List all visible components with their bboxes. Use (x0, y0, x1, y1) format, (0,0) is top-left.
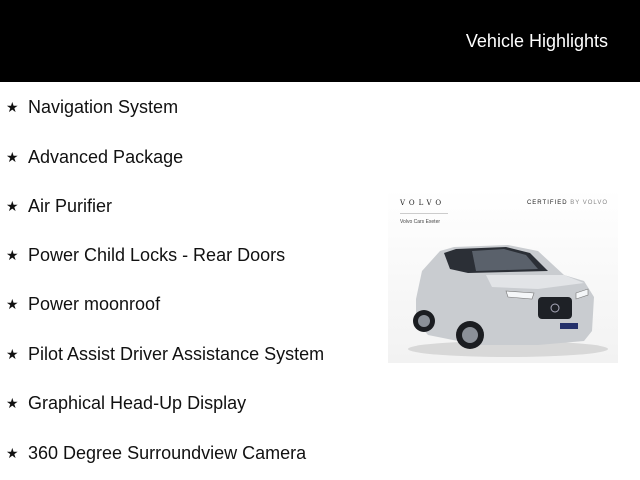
star-icon: ★ (6, 444, 19, 461)
list-item (6, 291, 160, 317)
star-icon: ★ (6, 98, 19, 115)
list-item (6, 390, 246, 416)
list-item (6, 242, 285, 268)
list-item (6, 94, 178, 120)
feature-label: 360 Degree Surroundview Camera (28, 442, 307, 463)
certified-by-text: BY VOLVO (570, 200, 608, 206)
certified-text: CERTIFIED (526, 200, 568, 206)
list-item (6, 341, 324, 367)
feature-label: Graphical Head-Up Display (28, 392, 247, 413)
brand-logo: VOLVO (400, 199, 446, 207)
feature-label: Pilot Assist Driver Assistance System (28, 343, 325, 364)
star-icon: ★ (6, 197, 19, 214)
feature-label: Navigation System (28, 96, 179, 117)
star-icon: ★ (6, 345, 19, 362)
star-icon: ★ (6, 246, 19, 263)
star-icon: ★ (6, 148, 19, 165)
star-icon: ★ (6, 394, 19, 411)
feature-label: Air Purifier (28, 195, 113, 216)
feature-label: Power Child Locks - Rear Doors (28, 244, 286, 265)
feature-label: Power moonroof (28, 293, 161, 314)
feature-label: Advanced Package (28, 146, 184, 167)
car-image (388, 189, 618, 363)
dealer-name: Volvo Cars Exeter (400, 219, 441, 225)
list-item (6, 193, 112, 219)
list-item (6, 440, 306, 466)
vehicle-photo[interactable] (388, 189, 618, 363)
list-item (6, 144, 183, 170)
star-icon: ★ (6, 295, 19, 312)
page-title: Vehicle Highlights (465, 31, 608, 51)
header-bar (0, 0, 640, 82)
